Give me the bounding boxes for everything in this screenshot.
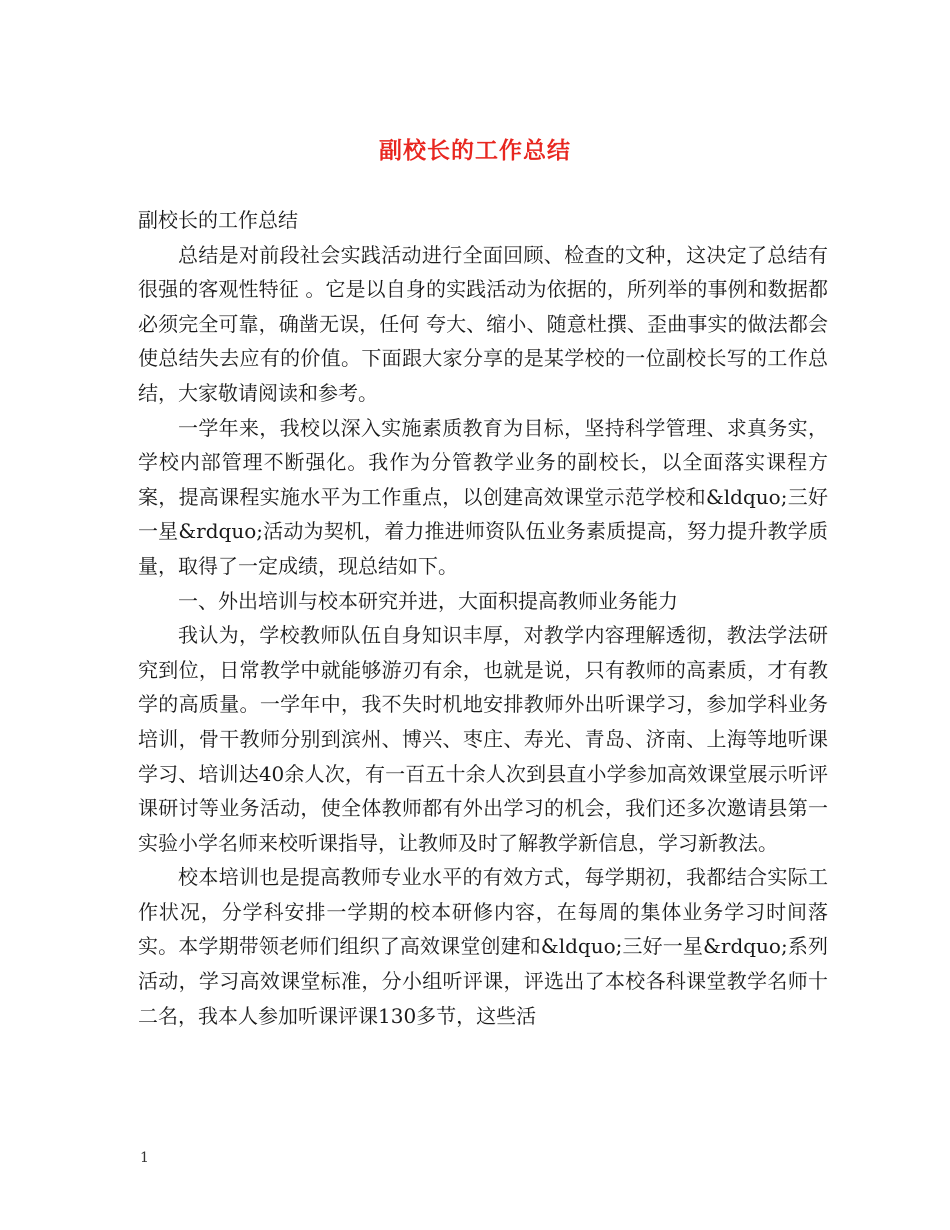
document-subtitle: 副校长的工作总结	[138, 208, 298, 232]
document-title: 副校长的工作总结	[379, 137, 571, 164]
paragraph-intro: 总结是对前段社会实践活动进行全面回顾、检查的文种，这决定了总结有很强的客观性特征 。它是以自身的实践活动为依据的，所列举的事例和数据都必须完全可靠，确凿无误，任何 夸大、缩小、随意杜撰、歪曲事实的做法都会使总结失去应有的价值。下面跟大家分享的是某学校的一位副校长写的工作总结，大家敬请阅读和参考。	[138, 242, 828, 405]
document-body	[138, 203, 828, 1033]
paragraph-training: 我认为，学校教师队伍自身知识丰厚，对教学内容理解透彻，教法学法研究到位，日常教学中就能够游刃有余，也就是说，只有教师的高素质，才有教学的高质量。一学年中，我不失时机地安排教师外出听课学习，参加学科业务培训，骨干教师分别到滨州、博兴、枣庄、寿光、青岛、济南、上海等地听课学习、培训达40余人次，有一百五十余人次到县直小学参加高效课堂展示听评课研讨等业务活动，使全体教师都有外出学习的机会，我们还多次邀请县第一实验小学名师来校听课指导，让教师及时了解教学新信息，学习新教法。	[138, 623, 828, 855]
paragraph-overview: 一学年来，我校以深入实施素质教育为目标，坚持科学管理、求真务实，学校内部管理不断强化。我作为分管教学业务的副校长，以全面落实课程方案，提高课程实施水平为工作重点，以创建高效课堂示范学校和&ldquo;三好一星&rdquo;活动为契机，着力推进师资队伍业务素质提高，努力提升教学质量，取得了一定成绩，现总结如下。	[138, 415, 828, 578]
section-heading-1: 一、外出培训与校本研究并进，大面积提高教师业务能力	[178, 588, 678, 613]
paragraph-school-training: 校本培训也是提高教师专业水平的有效方式，每学期初，我都结合实际工作状况，分学科安排一学期的校本研修内容，在每周的集体业务学习时间落实。本学期带领老师们组织了高效课堂创建和&ldquo;三好一星&rdquo;系列活动，学习高效课堂标准，分小组听评课，评选出了本校各科课堂教学名师十二名，我本人参加听课评课130多节，这些活	[138, 865, 828, 1028]
page-number: 1	[140, 1150, 149, 1166]
